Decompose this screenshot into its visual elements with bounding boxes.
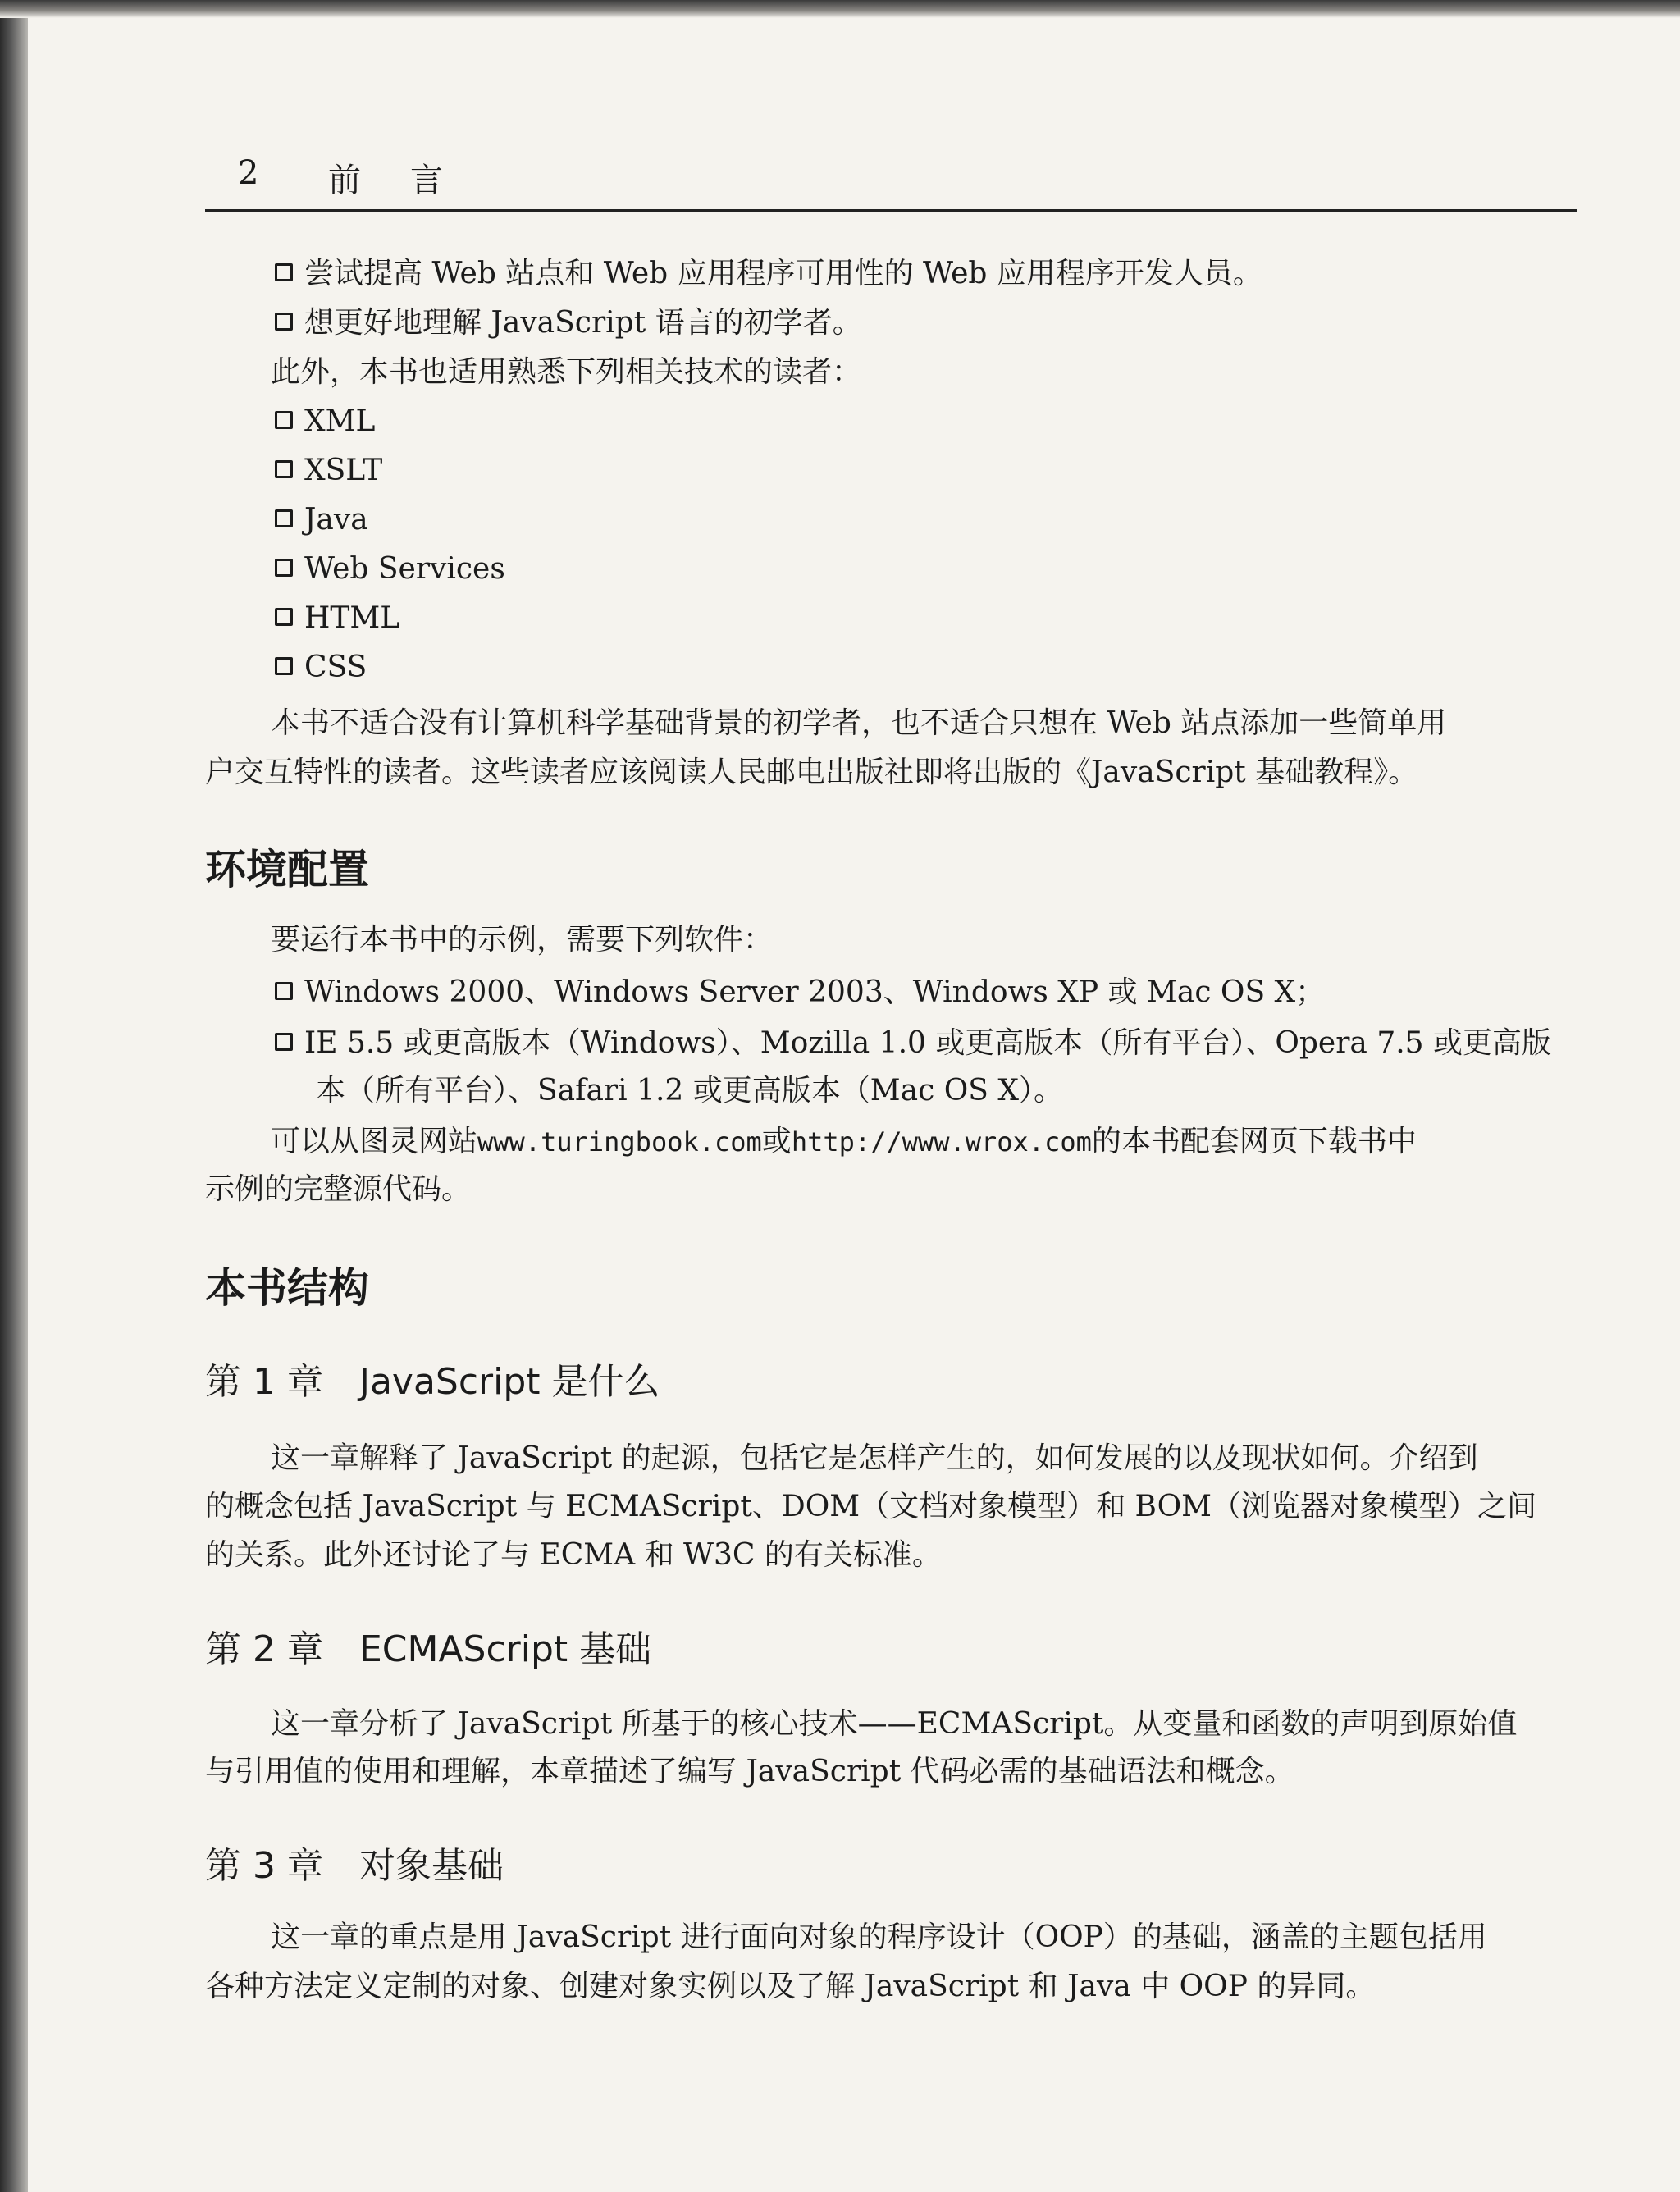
checkbox-bullet-icon (275, 509, 293, 527)
checkbox-bullet-icon (275, 657, 293, 675)
page-header (205, 154, 1575, 199)
tech-item-css: CSS (275, 650, 367, 686)
book-binding-shadow (0, 0, 28, 2192)
download-line-2: 示例的完整源代码。 (205, 1172, 472, 1206)
checkbox-bullet-icon (275, 559, 293, 577)
chapter-2-desc-line-2: 与引用值的使用和理解，本章描述了编写 JavaScript 代码必需的基础语法和概念。 (205, 1755, 1294, 1788)
checkbox-bullet-icon (275, 263, 293, 281)
env-item: Windows 2000、Windows Server 2003、Windows XP 或 Mac OS X； (275, 975, 1325, 1011)
tech-item-xslt: XSLT (275, 453, 382, 489)
checkbox-bullet-icon (275, 460, 293, 478)
running-head: 前言 (328, 162, 492, 199)
turingbook-url: www.turingbook.com (477, 1126, 762, 1158)
chapter-1-desc-line-2: 的概念包括 JavaScript 与 ECMAScript、DOM（文档对象模型）和 BOM（浏览器对象模型）之间 (205, 1490, 1537, 1523)
list-item: 尝试提高 Web 站点和 Web 应用程序可用性的 Web 应用程序开发人员。 (275, 256, 1262, 292)
env-item: IE 5.5 或更高版本（Windows）、Mozilla 1.0 或更高版本（所有平台）、Opera 7.5 或更高版 (275, 1025, 1551, 1062)
page-number: 2 (238, 154, 259, 192)
not-suitable-line-2: 户交互特性的读者。这些读者应该阅读人民邮电出版社即将出版的《JavaScript 基础教程》。 (205, 756, 1418, 789)
chapter-2-heading: 第 2 章 ECMAScript 基础 (205, 1628, 652, 1670)
checkbox-bullet-icon (275, 982, 293, 1000)
wrox-url: http://www.wrox.com (791, 1126, 1092, 1158)
tech-item-java: Java (275, 502, 368, 538)
header-rule (205, 209, 1577, 212)
not-suitable-line-1: 本书不适合没有计算机科学基础背景的初学者，也不适合只想在 Web 站点添加一些简单用 (271, 706, 1447, 740)
env-item-continuation: 本（所有平台）、Safari 1.2 或更高版本（Mac OS X）。 (316, 1074, 1063, 1107)
section-heading-structure: 本书结构 (205, 1264, 369, 1312)
env-intro: 要运行本书中的示例，需要下列软件： (271, 923, 774, 957)
section-heading-environment: 环境配置 (205, 846, 369, 893)
checkbox-bullet-icon (275, 313, 293, 331)
download-line: 可以从图灵网站www.turingbook.com或http://www.wrox.com的本书配套网页下载书中 (271, 1125, 1417, 1158)
checkbox-bullet-icon (275, 608, 293, 626)
list-item: 想更好地理解 JavaScript 语言的初学者。 (275, 305, 862, 341)
chapter-1-desc-line-3: 的关系。此外还讨论了与 ECMA 和 W3C 的有关标准。 (205, 1538, 942, 1572)
tech-item-xml: XML (275, 404, 375, 440)
checkbox-bullet-icon (275, 1033, 293, 1051)
tech-item-html: HTML (275, 601, 399, 637)
chapter-1-desc-line-1: 这一章解释了 JavaScript 的起源，包括它是怎样产生的，如何发展的以及现状如何。介绍到 (271, 1441, 1478, 1475)
chapter-3-desc-line-2: 各种方法定义定制的对象、创建对象实例以及了解 JavaScript 和 Java 中 OOP 的异同。 (205, 1970, 1376, 2003)
tech-item-web-services: Web Services (275, 551, 505, 587)
chapter-1-heading: 第 1 章 JavaScript 是什么 (205, 1361, 660, 1403)
chapter-2-desc-line-1: 这一章分析了 JavaScript 所基于的核心技术——ECMAScript。从变量和函数的声明到原始值 (271, 1707, 1518, 1741)
chapter-3-desc-line-1: 这一章的重点是用 JavaScript 进行面向对象的程序设计（OOP）的基础，涵盖的主题包括用 (271, 1920, 1487, 1954)
also-suitable-intro: 此外，本书也适用熟悉下列相关技术的读者： (271, 355, 862, 389)
checkbox-bullet-icon (275, 411, 293, 429)
page-top-shadow (0, 0, 1680, 18)
chapter-3-heading: 第 3 章 对象基础 (205, 1845, 504, 1887)
